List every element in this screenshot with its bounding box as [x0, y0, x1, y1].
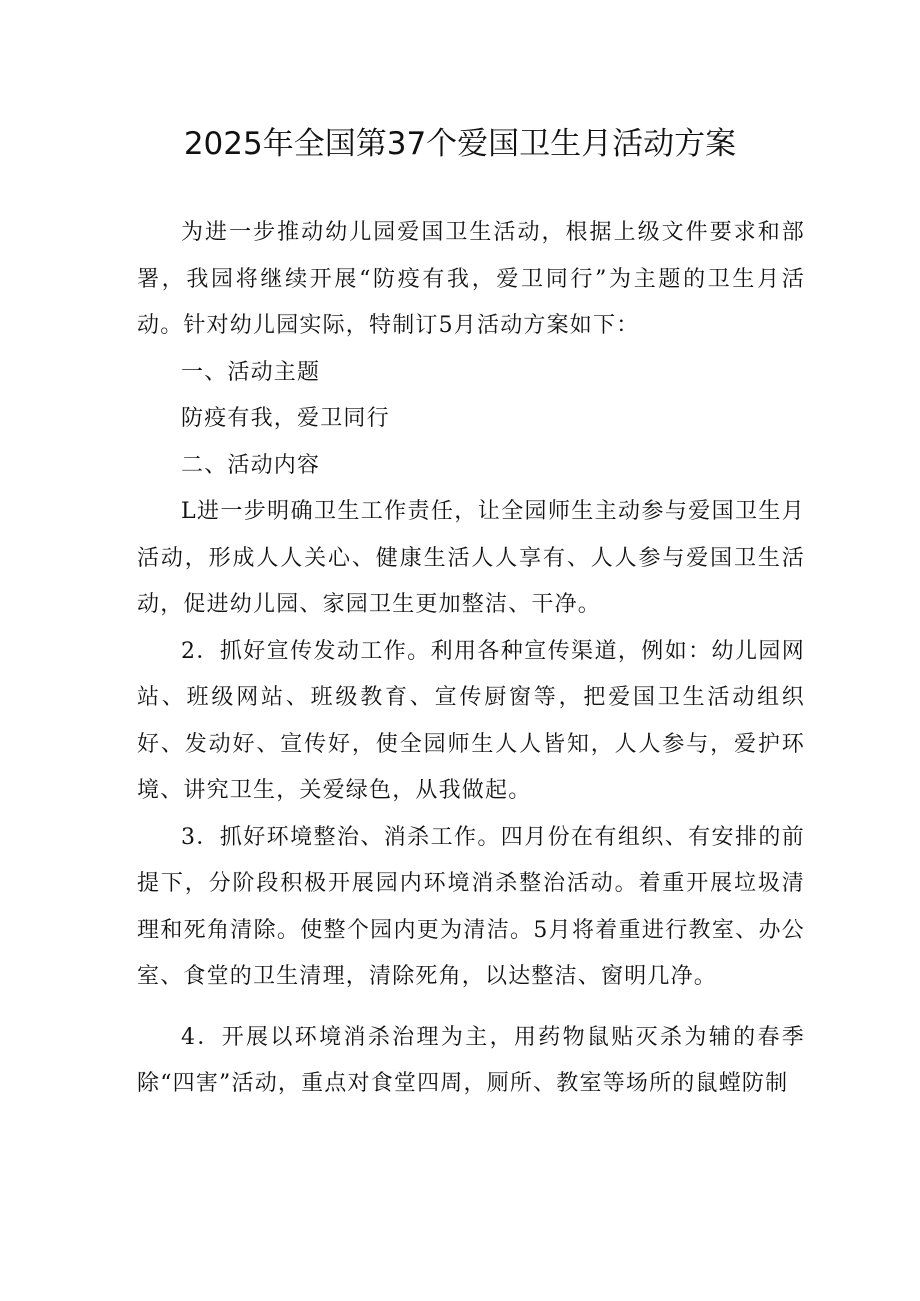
content-item-1: L进一步明确卫生工作责任，让全园师生主动参与爱国卫生月活动，形成人人关心、健康生活人人享有、人人参与爱国卫生活动，促进幼儿园、家园卫生更加整洁、干净。 — [137, 499, 805, 617]
content-item-4: 4．开展以环境消杀治理为主，用药物鼠贴灭杀为辅的春季除“四害”活动，重点对食堂四周，厕所、教室等场所的鼠螳防制 — [137, 1024, 805, 1096]
section-heading-theme: 一、活动主题 — [181, 359, 321, 385]
section-heading-content: 二、活动内容 — [181, 452, 321, 478]
content-item-2: 2．抓好宣传发动工作。利用各种宣传渠道，例如：幼儿园网站、班级网站、班级教育、宣传厨窗等，把爱国卫生活动组织好、发动好、宣传好，使全园师生人人皆知，人人参与，爱护环境、讲究卫生，关爱绿色，从我做起。 — [137, 638, 805, 803]
content-item-3: 3．抓好环境整治、消杀工作。四月份在有组织、有安排的前提下，分阶段积极开展园内环境消杀整治活动。着重开展垃圾清理和死角清除。使整个园内更为清洁。5月将着重进行教室、办公室、食堂的卫生清理，清除死角，以达整洁、窗明几净。 — [137, 824, 805, 989]
theme-text: 防疫有我，爱卫同行 — [181, 406, 390, 431]
document-title: 2025年全国第37个爱国卫生月活动方案 — [183, 126, 737, 162]
intro-paragraph: 为进一步推动幼儿园爱国卫生活动，根据上级文件要求和部署，我园将继续开展“防疫有我，爱卫同行”为主题的卫生月活动。针对幼儿园实际，特制订5月活动方案如下： — [137, 220, 805, 338]
document-body — [137, 210, 805, 1108]
